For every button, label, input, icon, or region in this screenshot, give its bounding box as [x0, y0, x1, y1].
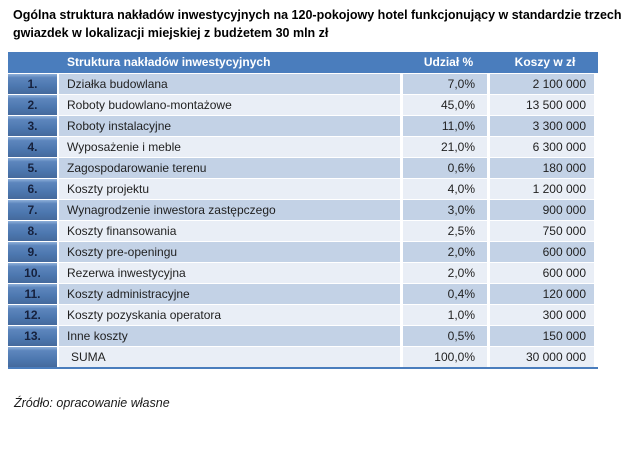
header-structure: Struktura nakładów inwestycyjnych — [67, 55, 271, 69]
table-body — [8, 74, 598, 367]
row-cost-cell: 900 000 — [490, 200, 594, 220]
row-label-cell: Koszty pre-openingu — [59, 242, 400, 262]
row-label-cell: Koszty administracyjne — [59, 284, 400, 304]
row-cost-cell: 180 000 — [490, 158, 594, 178]
row-cost-cell: 600 000 — [490, 242, 594, 262]
row-share-cell: 100,0% — [403, 347, 487, 367]
row-number-cell: 7. — [8, 200, 57, 220]
row-number-cell: 2. — [8, 95, 57, 115]
row-cost-cell: 3 300 000 — [490, 116, 594, 136]
row-label-cell: Koszty finansowania — [59, 221, 400, 241]
row-cost-cell: 300 000 — [490, 305, 594, 325]
row-number-cell: 1. — [8, 74, 57, 94]
table-header-row — [8, 52, 598, 73]
header-number-spacer — [8, 52, 59, 73]
row-cost-cell: 600 000 — [490, 263, 594, 283]
header-share-percent: Udział % — [423, 55, 474, 69]
row-share-cell: 45,0% — [403, 95, 487, 115]
table-row — [8, 200, 598, 220]
table-row — [8, 116, 598, 136]
row-number-cell: 8. — [8, 221, 57, 241]
row-number-cell: 5. — [8, 158, 57, 178]
row-share-cell: 7,0% — [403, 74, 487, 94]
row-share-cell: 0,6% — [403, 158, 487, 178]
table-row — [8, 74, 598, 94]
row-share-cell: 0,5% — [403, 326, 487, 346]
table-row — [8, 179, 598, 199]
row-cost-cell: 2 100 000 — [490, 74, 594, 94]
row-number-cell: 12. — [8, 305, 57, 325]
table-row — [8, 95, 598, 115]
row-share-cell: 21,0% — [403, 137, 487, 157]
table-row — [8, 242, 598, 262]
row-label-cell: Koszty projektu — [59, 179, 400, 199]
source-note: Źródło: opracowanie własne — [14, 396, 170, 410]
investment-table — [8, 52, 598, 369]
table-row — [8, 137, 598, 157]
row-cost-cell: 30 000 000 — [490, 347, 594, 367]
row-label-cell: Koszty pozyskania operatora — [59, 305, 400, 325]
row-label-cell: Roboty budowlano-montażowe — [59, 95, 400, 115]
row-share-cell: 0,4% — [403, 284, 487, 304]
row-share-cell: 11,0% — [403, 116, 487, 136]
row-label-cell: Roboty instalacyjne — [59, 116, 400, 136]
table-row — [8, 305, 598, 325]
row-label-cell: Wyposażenie i meble — [59, 137, 400, 157]
header-cost-zl: Koszy w zł — [514, 55, 576, 69]
table-row — [8, 263, 598, 283]
row-cost-cell: 750 000 — [490, 221, 594, 241]
table-row — [8, 326, 598, 346]
row-number-cell: 10. — [8, 263, 57, 283]
row-number-cell: 13. — [8, 326, 57, 346]
row-number-cell: 6. — [8, 179, 57, 199]
row-number-cell — [8, 347, 57, 367]
row-share-cell: 3,0% — [403, 200, 487, 220]
table-row — [8, 221, 598, 241]
row-number-cell: 9. — [8, 242, 57, 262]
row-share-cell: 2,0% — [403, 242, 487, 262]
row-label-cell: Rezerwa inwestycyjna — [59, 263, 400, 283]
row-cost-cell: 150 000 — [490, 326, 594, 346]
row-cost-cell: 13 500 000 — [490, 95, 594, 115]
row-label-cell: Inne koszty — [59, 326, 400, 346]
row-number-cell: 3. — [8, 116, 57, 136]
row-number-cell: 11. — [8, 284, 57, 304]
row-label-cell: SUMA — [59, 347, 400, 367]
row-label-cell: Działka budowlana — [59, 74, 400, 94]
table-row — [8, 347, 598, 367]
row-share-cell: 2,5% — [403, 221, 487, 241]
row-share-cell: 4,0% — [403, 179, 487, 199]
row-label-cell: Zagospodarowanie terenu — [59, 158, 400, 178]
table-row — [8, 158, 598, 178]
row-share-cell: 2,0% — [403, 263, 487, 283]
row-cost-cell: 6 300 000 — [490, 137, 594, 157]
page-title: Ogólna struktura nakładów inwestycyjnych na 120-pokojowy hotel funkcjonujący w standardzie trzech gwiazdek w lokalizacji miejskiej z budżetem 30 mln zł — [13, 8, 622, 41]
row-number-cell: 4. — [8, 137, 57, 157]
row-cost-cell: 120 000 — [490, 284, 594, 304]
row-cost-cell: 1 200 000 — [490, 179, 594, 199]
table-row — [8, 284, 598, 304]
row-label-cell: Wynagrodzenie inwestora zastępczego — [59, 200, 400, 220]
row-share-cell: 1,0% — [403, 305, 487, 325]
